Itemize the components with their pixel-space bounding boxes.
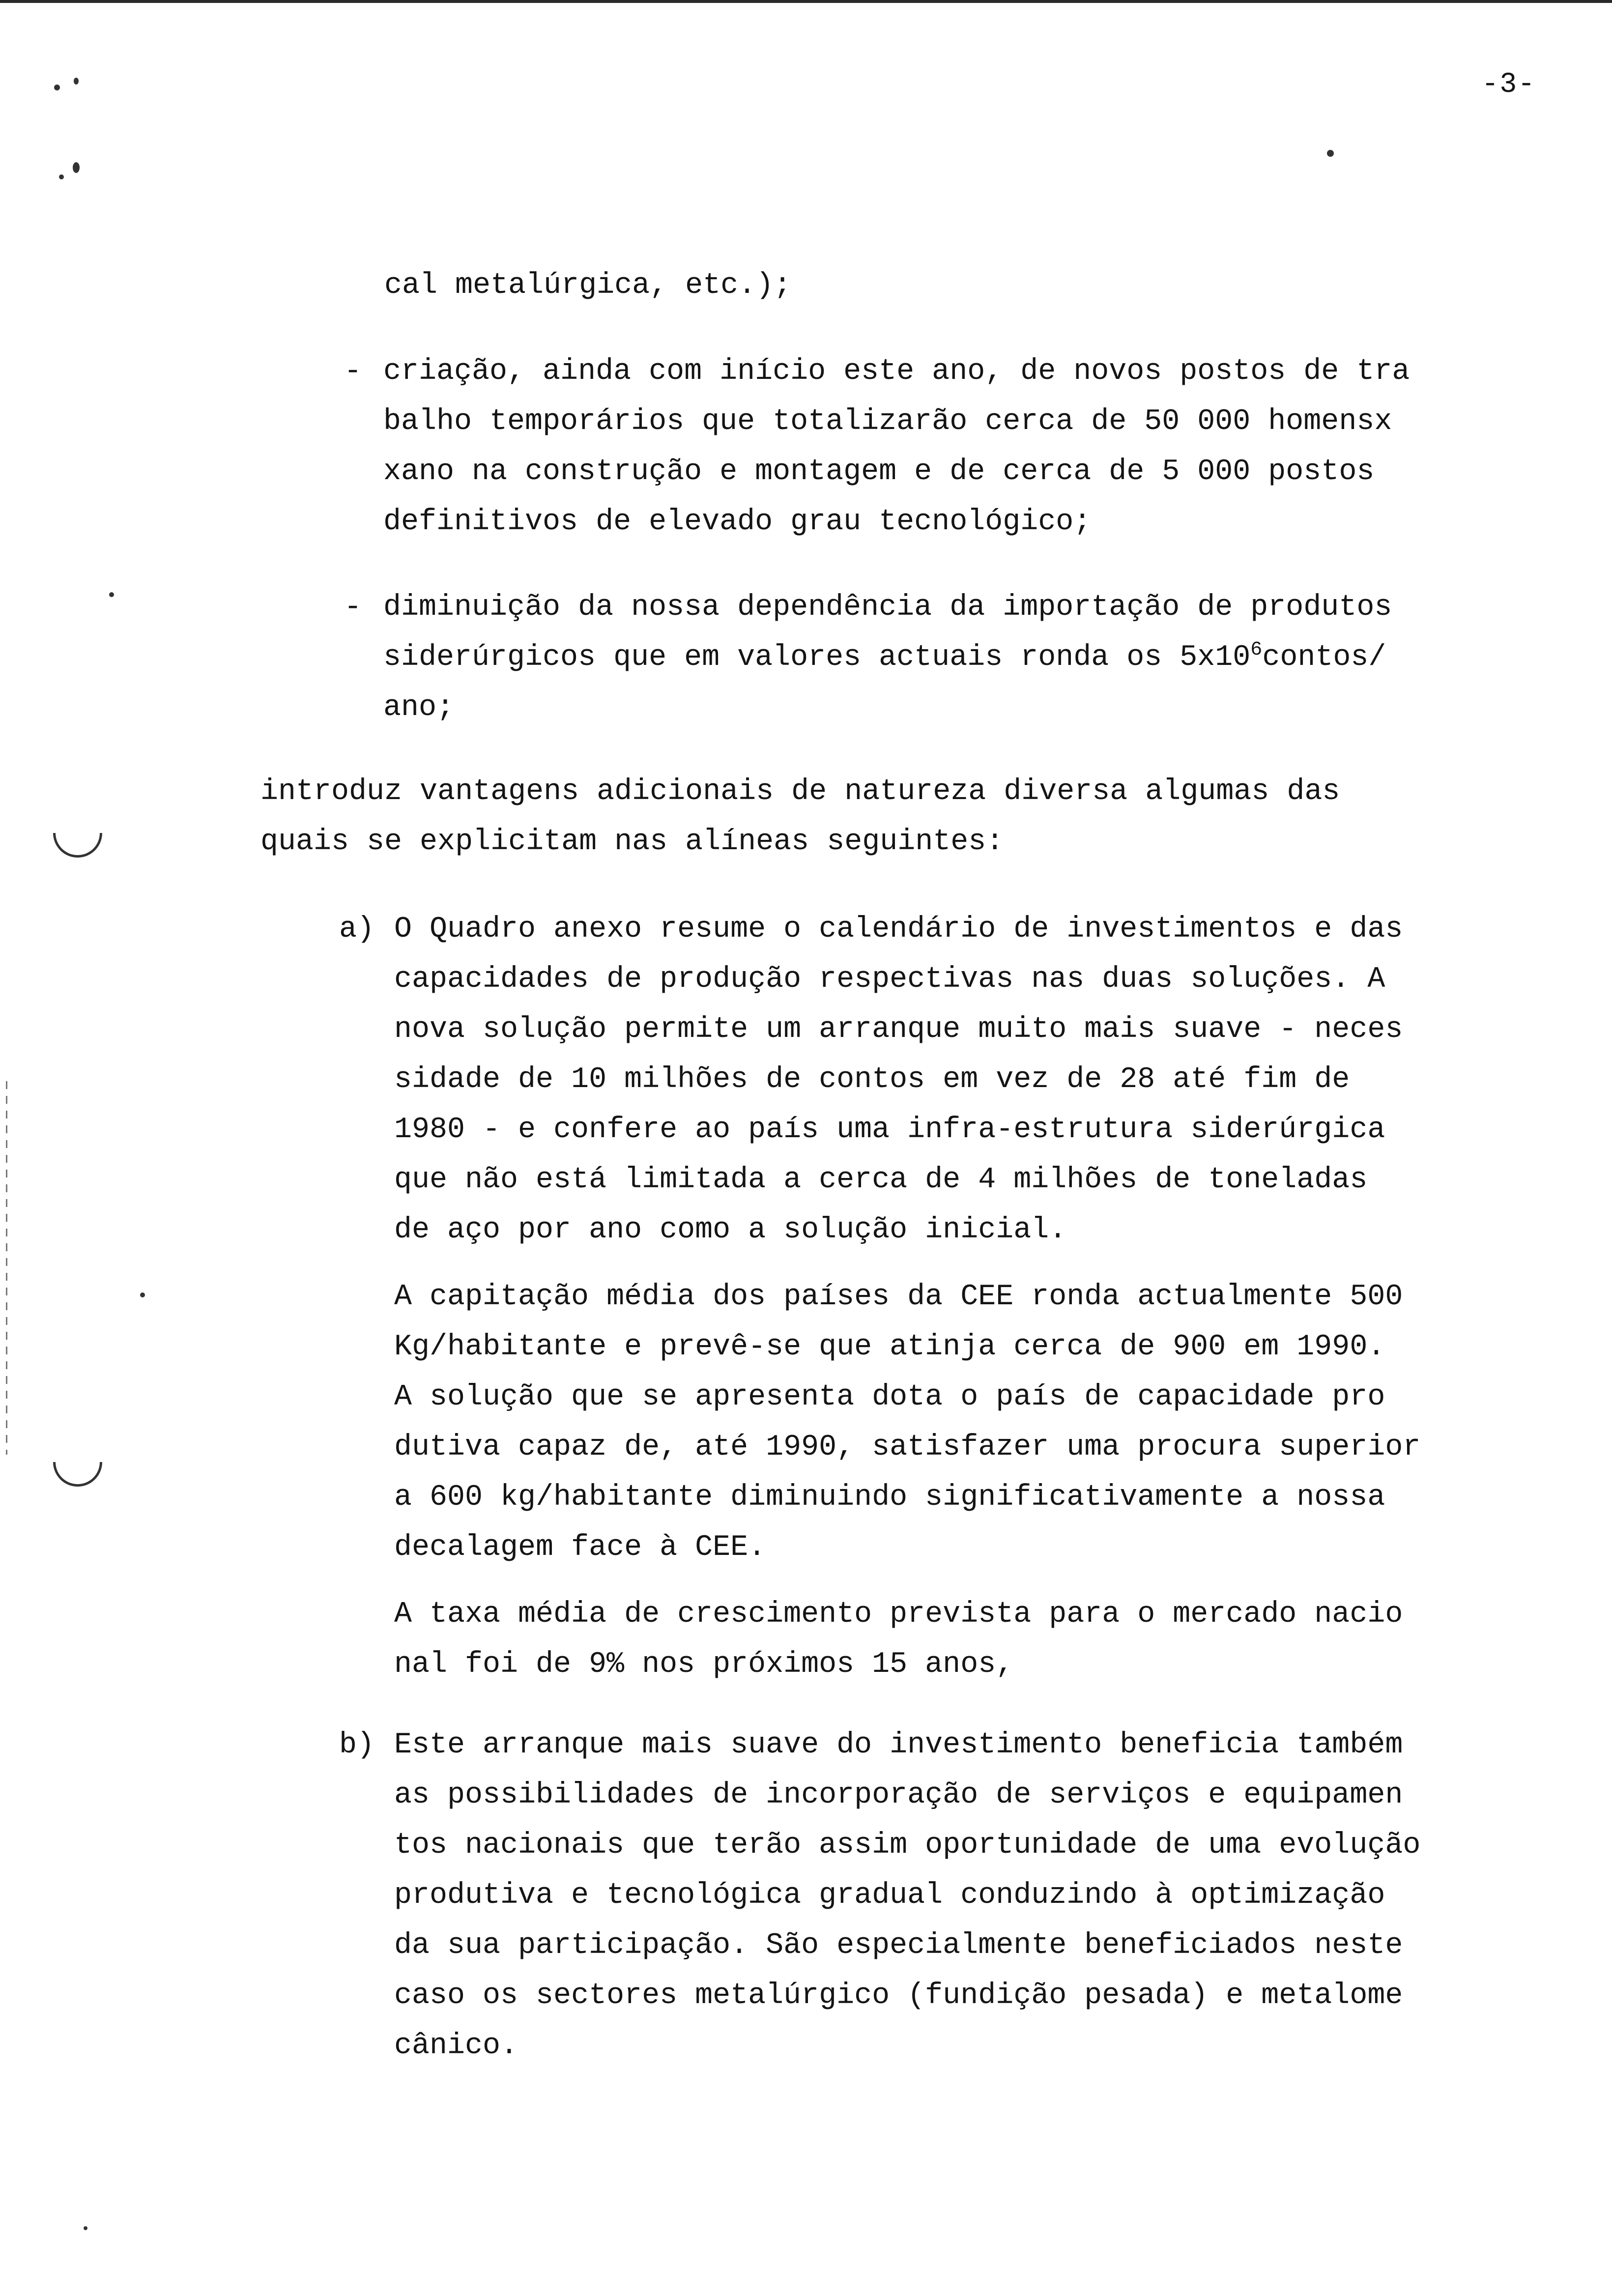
bullet-item-2 (344, 582, 1392, 733)
bullet-item-1 (344, 346, 1410, 547)
paragraph (394, 904, 1420, 1255)
scan-speck (54, 85, 60, 90)
bullet-text (383, 582, 1392, 733)
scan-speck (1327, 150, 1334, 157)
text-line: nova solução permite um arranque muito mais suave - neces (394, 1013, 1403, 1046)
bullet-text (383, 346, 1410, 547)
text-line: introduz vantagens adicionais de natureza diversa algumas das (260, 775, 1340, 808)
superscript-exponent: 6 (1250, 639, 1263, 661)
punch-hole-mark (53, 1462, 102, 1487)
text-line: capacidades de produção respectivas nas duas soluções. A (394, 963, 1385, 996)
text-line: A capitação média dos países da CEE ronda actualmente 500 (394, 1280, 1403, 1314)
text-line: 1980 - e confere ao país uma infra-estrutura siderúrgica (394, 1113, 1385, 1147)
scan-speck (73, 162, 80, 173)
text-line: O Quadro anexo resume o calendário de investimentos e das (394, 913, 1403, 946)
text-line: balho temporários que totalizarão cerca de 50 000 homensx (383, 405, 1392, 438)
text-line: que não está limitada a cerca de 4 milhões de toneladas (394, 1163, 1368, 1197)
scan-speck (74, 78, 79, 85)
text-line (383, 632, 1392, 683)
scan-edge-line (6, 1081, 7, 1455)
text-line: ano; (383, 691, 455, 724)
text-line: Este arranque mais suave do investimento beneficia também (394, 1728, 1403, 1762)
text-line: caso os sectores metalúrgico (fundição pesada) e metalome (394, 1979, 1403, 2012)
continuation-line: cal metalúrgica, etc.); (384, 269, 792, 302)
item-letter: a) (339, 913, 375, 946)
text-line: nal foi de 9% nos próximos 15 anos, (394, 1648, 1014, 1681)
top-border-line (0, 0, 1612, 3)
scan-speck (109, 592, 114, 597)
text-line: dutiva capaz de, até 1990, satisfazer uma procura superior (394, 1431, 1421, 1464)
paragraph (394, 1589, 1420, 1690)
item-body (394, 904, 1420, 1690)
item-letter: b) (339, 1728, 375, 1762)
item-body (394, 1720, 1420, 2071)
paragraph (394, 1720, 1420, 2071)
paragraph (394, 1272, 1420, 1573)
list-item-b (339, 1720, 1420, 2071)
text-line: cânico. (394, 2029, 518, 2063)
text-line: definitivos de elevado grau tecnológico; (383, 505, 1092, 539)
text-line: as possibilidades de incorporação de serviços e equipamen (394, 1779, 1403, 1812)
text-line: A taxa média de crescimento prevista para o mercado nacio (394, 1598, 1403, 1631)
text-line: xano na construção e montagem e de cerca de 5 000 postos (383, 455, 1375, 488)
text-line: A solução que se apresenta dota o país de capacidade pro (394, 1380, 1385, 1414)
intro-paragraph (260, 767, 1340, 867)
text-line: a 600 kg/habitante diminuindo significativamente a nossa (394, 1481, 1385, 1514)
text-line: da sua participação. São especialmente beneficiados neste (394, 1929, 1403, 1962)
list-item-a (339, 904, 1420, 1690)
bullet-dash: - (344, 355, 362, 388)
scan-speck (84, 2226, 87, 2230)
text-span: contos/ (1262, 641, 1386, 674)
punch-hole-mark (53, 833, 102, 858)
page-number: -3- (1481, 69, 1536, 101)
scan-speck (140, 1292, 145, 1297)
text-line: sidade de 10 milhões de contos em vez de 28 até fim de (394, 1063, 1350, 1096)
text-line: tos nacionais que terão assim oportunidade de uma evolução (394, 1829, 1421, 1862)
scan-speck (59, 174, 64, 179)
text-line: de aço por ano como a solução inicial. (394, 1213, 1067, 1247)
text-line: criação, ainda com início este ano, de novos postos de tra (383, 355, 1410, 388)
text-line: quais se explicitam nas alíneas seguintes: (260, 825, 1004, 859)
text-line: Kg/habitante e prevê-se que atinja cerca de 900 em 1990. (394, 1330, 1385, 1364)
text-line: diminuição da nossa dependência da importação de produtos (383, 591, 1392, 624)
text-span: siderúrgicos que em valores actuais ronda os 5x10 (383, 641, 1251, 674)
text-line: decalagem face à CEE. (394, 1531, 766, 1564)
text-line: produtiva e tecnológica gradual conduzindo à optimização (394, 1879, 1385, 1912)
bullet-dash: - (344, 591, 362, 624)
